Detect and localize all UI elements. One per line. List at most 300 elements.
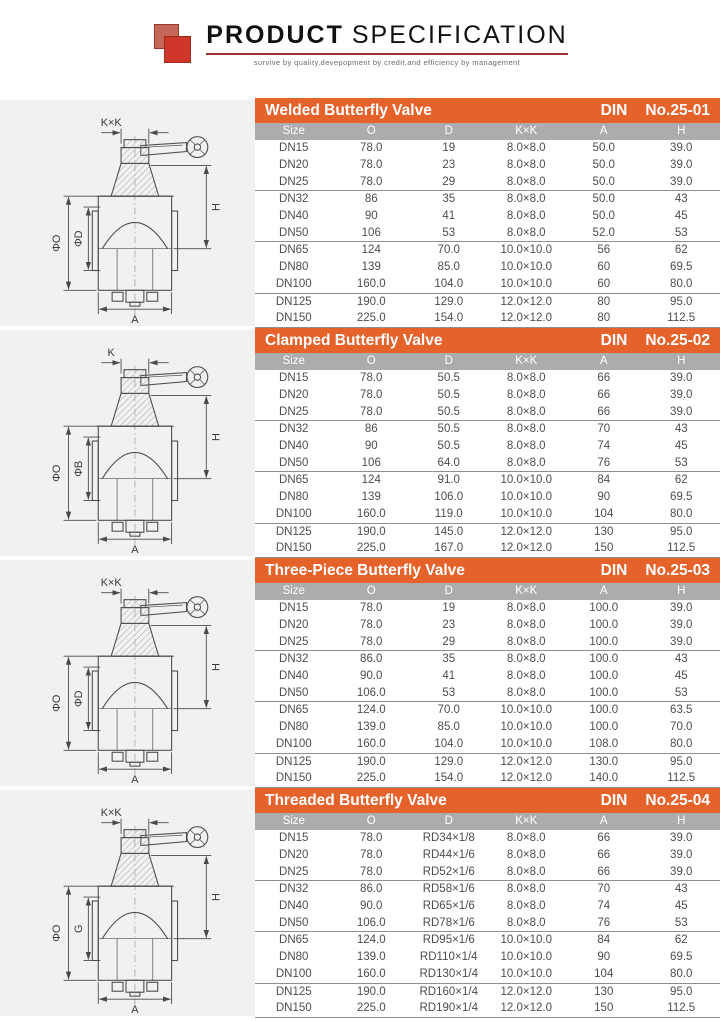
size-cell: DN65 (279, 474, 309, 487)
value-cell: 106 (333, 455, 411, 472)
bottom-nut-right (147, 522, 158, 531)
size-cell: DN25 (255, 634, 333, 651)
value-cell: 78.0 (333, 174, 411, 191)
value-cell: 50.5 (437, 440, 460, 453)
value-cell: 139.0 (356, 951, 386, 964)
knob-spoke (190, 830, 195, 835)
size-cell: DN50 (255, 455, 333, 472)
size-cell: DN50 (255, 915, 333, 932)
value-cell: 45 (674, 900, 688, 913)
table-row (255, 455, 720, 472)
value-cell: 43 (674, 423, 688, 436)
value-cell: 23 (442, 158, 456, 171)
column-header: Size (255, 123, 333, 140)
table-panel (255, 788, 720, 1018)
value-cell: 12.0×12.0 (488, 770, 566, 787)
stem-block (121, 378, 149, 394)
value-cell: 10.0×10.0 (488, 736, 566, 753)
value-cell: 69.5 (670, 491, 693, 504)
value-cell: 8.0×8.0 (488, 634, 566, 651)
column-header: O (333, 123, 411, 140)
table-row (255, 736, 720, 753)
value-cell: 12.0×12.0 (488, 540, 566, 557)
stem-block (121, 838, 149, 854)
column-header-row (255, 123, 720, 140)
value-cell: 39.0 (670, 372, 693, 385)
value-cell: 39.0 (670, 602, 693, 615)
size-cell: DN25 (255, 864, 333, 881)
dim-label-bottom: A (131, 544, 139, 556)
value-cell: 53 (643, 225, 720, 242)
dim-label-top: K (107, 346, 115, 359)
value-cell: 90.0 (360, 670, 383, 683)
value-cell: 66 (597, 372, 611, 385)
table-row (255, 472, 720, 489)
value-cell: 39.0 (643, 404, 720, 421)
knob-spoke (200, 609, 205, 614)
value-cell: 66 (565, 404, 643, 421)
value-cell: 39.0 (643, 634, 720, 651)
valve-section (0, 558, 720, 788)
value-cell: 60 (565, 276, 643, 293)
column-header: K×K (488, 353, 566, 370)
size-cell: DN80 (279, 491, 309, 504)
page-title-secondary: SPECIFICATION (351, 21, 568, 49)
table-row (255, 191, 720, 208)
column-header: Size (255, 813, 333, 830)
size-cell: DN40 (279, 900, 309, 913)
dim-label-right: H (210, 433, 223, 441)
value-cell: 160.0 (333, 506, 411, 523)
dim-label-inner: ΦD (72, 690, 85, 708)
catalog-number: No.25-03 (645, 561, 710, 579)
table-row (255, 685, 720, 702)
dim-label-right: H (210, 203, 223, 211)
value-cell: 84 (597, 474, 611, 487)
body-end-left (92, 441, 98, 500)
value-cell: 70.0 (437, 704, 460, 717)
section-title: Welded Butterfly Valve (265, 101, 432, 119)
table-row (255, 651, 720, 668)
valve-diagram-panel (0, 790, 255, 1016)
value-cell: 50.5 (410, 404, 488, 421)
value-cell: 8.0×8.0 (506, 388, 546, 401)
table-row (255, 438, 720, 455)
knob-spoke (200, 140, 205, 145)
standard-label: DIN (600, 101, 628, 119)
size-cell: DN50 (255, 225, 333, 242)
size-cell: DN15 (279, 602, 309, 615)
valve-section (0, 788, 720, 1018)
value-cell: 124.0 (356, 934, 386, 947)
value-cell: 8.0×8.0 (506, 848, 546, 861)
value-cell: 43 (674, 193, 688, 206)
value-cell: 91.0 (437, 474, 460, 487)
knob-spoke (190, 600, 195, 605)
value-cell: 150 (565, 540, 643, 557)
size-cell: DN150 (255, 540, 333, 557)
value-cell: 167.0 (410, 540, 488, 557)
value-cell: 50.5 (437, 388, 460, 401)
size-cell: DN40 (279, 210, 309, 223)
column-header: Size (255, 583, 333, 600)
value-cell: 160.0 (333, 736, 411, 753)
column-header: K×K (488, 583, 566, 600)
size-cell: DN15 (279, 832, 309, 845)
body-end-left (92, 671, 98, 730)
body-end-left (92, 211, 98, 270)
value-cell: 90.0 (360, 900, 383, 913)
value-cell: 19 (442, 602, 456, 615)
value-cell: 154.0 (410, 770, 488, 787)
value-cell: 43 (674, 653, 688, 666)
table-row (255, 370, 720, 387)
dim-label-bottom: A (131, 1004, 139, 1016)
value-cell: 53 (410, 685, 488, 702)
section-title: Threaded Butterfly Valve (265, 791, 447, 809)
value-cell: 112.5 (643, 310, 720, 327)
handle-knob-hub (194, 374, 200, 380)
value-cell: 66 (597, 832, 611, 845)
dim-label-top: K×K (100, 806, 122, 819)
size-cell: DN150 (255, 310, 333, 327)
dim-label-outer: ΦO (51, 694, 64, 712)
value-cell: 39.0 (670, 848, 693, 861)
value-cell: 190.0 (356, 985, 386, 998)
table-row (255, 915, 720, 932)
stem-cap (124, 600, 146, 608)
title-underline (206, 53, 567, 55)
catalog-number: No.25-02 (645, 331, 710, 349)
size-cell: DN150 (255, 770, 333, 787)
value-cell: 12.0×12.0 (488, 310, 566, 327)
value-cell: 8.0×8.0 (488, 225, 566, 242)
value-cell: 90 (597, 951, 611, 964)
value-cell: 62 (674, 244, 688, 257)
table-title-bar (255, 788, 720, 813)
value-cell: 78.0 (360, 388, 383, 401)
size-cell: DN80 (279, 261, 309, 274)
standard-label: DIN (600, 791, 628, 809)
logo-square-front (164, 36, 191, 63)
value-cell: 86.0 (360, 883, 383, 896)
table-row (255, 140, 720, 157)
value-cell: 104 (565, 506, 643, 523)
dim-label-top: K×K (100, 576, 122, 589)
value-cell: 86 (364, 193, 378, 206)
column-header-row (255, 583, 720, 600)
value-cell: 154.0 (410, 310, 488, 327)
size-cell: DN32 (279, 423, 309, 436)
value-cell: 10.0×10.0 (500, 491, 552, 504)
standard-label: DIN (600, 561, 628, 579)
valve-technical-drawing (0, 790, 255, 1016)
knob-spoke (200, 379, 205, 384)
value-cell: 8.0×8.0 (506, 158, 546, 171)
value-cell: 39.0 (643, 864, 720, 881)
knob-spoke (190, 839, 195, 844)
value-cell: 112.5 (643, 1000, 720, 1017)
value-cell: 80 (597, 295, 611, 308)
size-cell: DN100 (255, 276, 333, 293)
value-cell: 10.0×10.0 (500, 934, 552, 947)
knob-spoke (200, 830, 205, 835)
value-cell: 8.0×8.0 (488, 864, 566, 881)
value-cell: 66 (565, 864, 643, 881)
page-header (0, 0, 720, 98)
value-cell: 78.0 (360, 618, 383, 631)
column-header: H (643, 123, 720, 140)
value-cell: 78.0 (360, 158, 383, 171)
table-row (255, 293, 720, 310)
size-cell: DN65 (279, 934, 309, 947)
value-cell: 50.0 (592, 210, 615, 223)
value-cell: 50.0 (592, 158, 615, 171)
value-cell: 66 (597, 388, 611, 401)
value-cell: 100.0 (589, 704, 619, 717)
dim-label-bottom: A (131, 774, 139, 786)
value-cell: 8.0×8.0 (506, 193, 546, 206)
table-row (255, 847, 720, 864)
value-cell: 225.0 (333, 1000, 411, 1017)
spec-table (255, 353, 720, 558)
value-cell: 53 (643, 685, 720, 702)
value-cell: 74 (597, 900, 611, 913)
value-cell: 78.0 (360, 372, 383, 385)
value-cell: 8.0×8.0 (506, 440, 546, 453)
handle-lever-line (148, 835, 183, 837)
section-title: Clamped Butterfly Valve (265, 331, 443, 349)
catalog-number: No.25-01 (645, 101, 710, 119)
body-end-right (172, 671, 178, 730)
value-cell: 80.0 (643, 966, 720, 983)
value-cell: 70.0 (437, 244, 460, 257)
valve-diagram-panel (0, 560, 255, 786)
valve-section (0, 328, 720, 558)
knob-spoke (200, 149, 205, 154)
knob-spoke (190, 149, 195, 154)
value-cell: RD130×1/4 (410, 966, 488, 983)
value-cell: 124 (361, 474, 381, 487)
value-cell: 95.0 (670, 755, 693, 768)
table-row (255, 225, 720, 242)
value-cell: 100.0 (589, 618, 619, 631)
value-cell: 43 (674, 883, 688, 896)
body-end-right (172, 901, 178, 960)
table-row (255, 770, 720, 787)
catalog-number: No.25-04 (645, 791, 710, 809)
column-header: A (565, 583, 643, 600)
table-row (255, 864, 720, 881)
column-header: D (410, 123, 488, 140)
value-cell: 50.0 (592, 142, 615, 155)
value-cell: 95.0 (670, 295, 693, 308)
value-cell: 12.0×12.0 (488, 1000, 566, 1017)
value-cell: RD52×1/6 (410, 864, 488, 881)
tagline: survive by quality,devepopment by credit,and efficiency by management (253, 57, 521, 67)
valve-neck (111, 163, 159, 196)
body-end-right (172, 211, 178, 270)
knob-spoke (200, 600, 205, 605)
value-cell: RD44×1/6 (422, 848, 475, 861)
stem-cap (124, 830, 146, 838)
table-row (255, 421, 720, 438)
value-cell: 90 (364, 440, 378, 453)
value-cell: 8.0×8.0 (506, 832, 546, 845)
value-cell: 8.0×8.0 (488, 174, 566, 191)
size-cell: DN100 (255, 506, 333, 523)
handle-lever-line (148, 375, 183, 377)
value-cell: 78.0 (360, 848, 383, 861)
size-cell: DN65 (279, 704, 309, 717)
table-row (255, 404, 720, 421)
column-header: K×K (488, 123, 566, 140)
size-cell: DN125 (275, 295, 312, 308)
table-panel (255, 328, 720, 558)
table-row (255, 983, 720, 1000)
table-row (255, 1000, 720, 1017)
column-header: A (565, 813, 643, 830)
table-row (255, 489, 720, 506)
valve-neck (111, 623, 159, 656)
value-cell: 112.5 (643, 540, 720, 557)
value-cell: 100.0 (565, 634, 643, 651)
value-cell: 39.0 (670, 158, 693, 171)
value-cell: RD34×1/8 (422, 832, 475, 845)
value-cell: 80.0 (643, 276, 720, 293)
value-cell: 8.0×8.0 (506, 423, 546, 436)
table-row (255, 702, 720, 719)
column-header: H (643, 813, 720, 830)
value-cell: 12.0×12.0 (500, 755, 552, 768)
table-row (255, 966, 720, 983)
value-cell: 130.0 (589, 755, 619, 768)
table-row (255, 932, 720, 949)
value-cell: 124 (361, 244, 381, 257)
spec-table (255, 123, 720, 328)
value-cell: 39.0 (670, 142, 693, 155)
column-header: Size (255, 353, 333, 370)
value-cell: 53 (643, 455, 720, 472)
column-header: D (410, 583, 488, 600)
stem-cap (124, 140, 146, 148)
value-cell: 63.5 (670, 704, 693, 717)
value-cell: 45 (674, 440, 688, 453)
size-cell: DN15 (279, 142, 309, 155)
spec-table (255, 813, 720, 1018)
value-cell: 139 (361, 261, 381, 274)
table-row (255, 617, 720, 634)
value-cell: 62 (674, 934, 688, 947)
valve-technical-drawing (0, 560, 255, 786)
value-cell: 78.0 (333, 404, 411, 421)
value-cell: 8.0×8.0 (506, 653, 546, 666)
value-cell: 70.0 (670, 721, 693, 734)
size-cell: DN80 (279, 951, 309, 964)
bottom-nut-right (147, 752, 158, 761)
value-cell: 8.0×8.0 (488, 685, 566, 702)
value-cell: 19 (442, 142, 456, 155)
table-title-bar (255, 328, 720, 353)
value-cell: RD190×1/4 (410, 1000, 488, 1017)
value-cell: 8.0×8.0 (506, 142, 546, 155)
dim-label-outer: ΦO (51, 234, 64, 252)
value-cell: 10.0×10.0 (500, 244, 552, 257)
value-cell: 39.0 (643, 174, 720, 191)
bottom-nut-left (112, 292, 123, 301)
size-cell: DN20 (279, 388, 309, 401)
value-cell: 12.0×12.0 (500, 295, 552, 308)
value-cell: 145.0 (434, 525, 464, 538)
page-title (206, 22, 567, 50)
value-cell: 10.0×10.0 (500, 261, 552, 274)
value-cell: 90 (364, 210, 378, 223)
dim-label-inner: G (72, 924, 85, 934)
stem-block (121, 148, 149, 164)
bottom-nut-left (112, 522, 123, 531)
value-cell: 108.0 (565, 736, 643, 753)
knob-spoke (190, 370, 195, 375)
table-row (255, 523, 720, 540)
section-code-group (601, 792, 710, 810)
value-cell: 85.0 (437, 261, 460, 274)
size-cell: DN125 (275, 985, 312, 998)
table-row (255, 157, 720, 174)
table-row (255, 208, 720, 225)
table-row (255, 949, 720, 966)
bottom-nut-right (147, 292, 158, 301)
size-cell: DN20 (279, 158, 309, 171)
value-cell: 45 (674, 210, 688, 223)
size-cell: DN20 (279, 618, 309, 631)
value-cell: 29 (410, 174, 488, 191)
dim-label-outer: ΦO (51, 464, 64, 482)
value-cell: 39.0 (670, 388, 693, 401)
section-code-group (601, 562, 710, 580)
value-cell: 78.0 (360, 142, 383, 155)
size-cell: DN25 (255, 404, 333, 421)
value-cell: 225.0 (333, 770, 411, 787)
size-cell: DN20 (279, 848, 309, 861)
dim-label-inner: ΦD (72, 230, 85, 248)
table-row (255, 719, 720, 736)
section-title: Three-Piece Butterfly Valve (265, 561, 465, 579)
section-code-group (601, 332, 710, 350)
value-cell: 100.0 (589, 602, 619, 615)
value-cell: 29 (410, 634, 488, 651)
value-cell: 190.0 (356, 525, 386, 538)
value-cell: 35 (442, 653, 456, 666)
value-cell: 50.0 (565, 174, 643, 191)
stem-cap (124, 370, 146, 378)
size-cell: DN32 (279, 653, 309, 666)
size-cell: DN100 (255, 966, 333, 983)
column-header: K×K (488, 813, 566, 830)
column-header-row (255, 813, 720, 830)
value-cell: 100.0 (589, 670, 619, 683)
handle-knob-hub (194, 144, 200, 150)
value-cell: 41 (442, 670, 456, 683)
value-cell: 85.0 (437, 721, 460, 734)
value-cell: 104.0 (410, 276, 488, 293)
knob-spoke (190, 379, 195, 384)
handle-knob-hub (194, 834, 200, 840)
dim-label-inner: ΦB (72, 460, 85, 477)
page-title-primary: PRODUCT (206, 21, 344, 49)
value-cell: 70 (597, 423, 611, 436)
value-cell: 10.0×10.0 (500, 474, 552, 487)
value-cell: 78.0 (360, 602, 383, 615)
